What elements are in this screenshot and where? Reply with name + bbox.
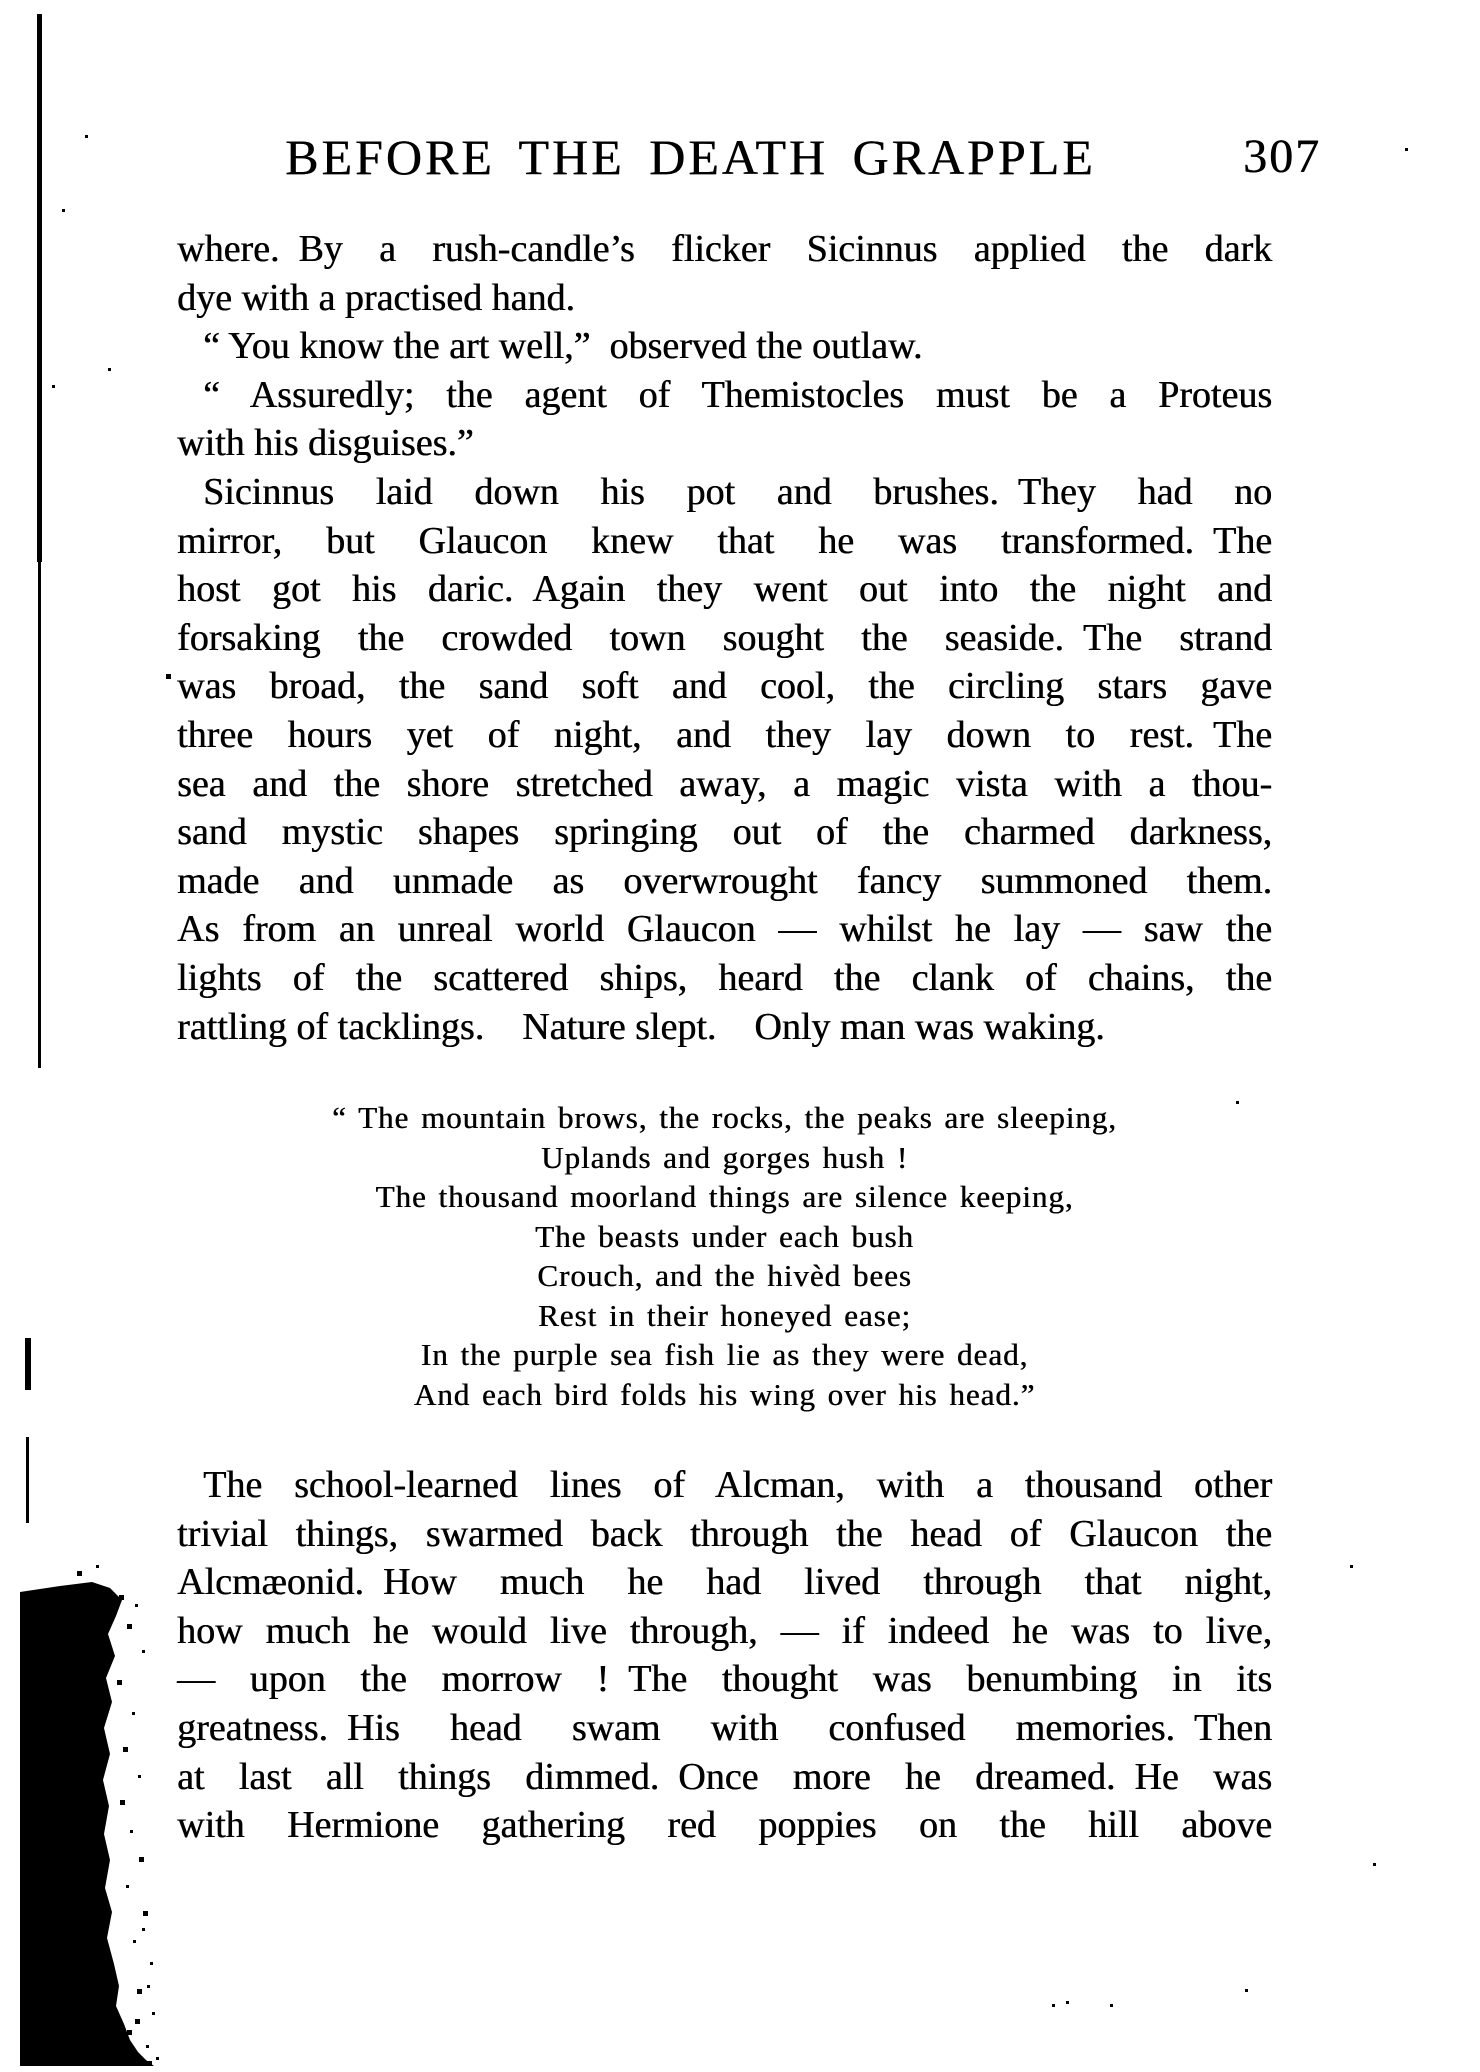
scan-margin-mark-artifact (26, 1437, 29, 1523)
text-line: host got his daric. Again they went out into the night and (177, 568, 1272, 611)
text-line: sea and the shore stretched away, a magic vista with a thou- (177, 762, 1272, 805)
text-line: rattling of tacklings. Nature slept. Only man was waking. (177, 1005, 1105, 1048)
text-line: trivial things, swarmed back through the head of Glaucon the (177, 1512, 1272, 1555)
text-line: made and unmade as overwrought fancy summoned them. (177, 859, 1272, 902)
running-header-title: BEFORE THE DEATH GRAPPLE (285, 129, 1096, 185)
scan-margin-mark-artifact (25, 1338, 31, 1390)
scan-gutter-line-artifact (38, 560, 41, 1068)
text-line: where. By a rush-candle’s flicker Sicinnus applied the dark (177, 228, 1272, 270)
scan-speckle-noise (0, 0, 3, 3)
scan-ink-blot-artifact (20, 1582, 162, 2066)
text-line: “ Assuredly; the agent of Themistocles must be a Proteus (203, 373, 1272, 416)
text-line: with Hermione gathering red poppies on the hill above (177, 1804, 1272, 1847)
text-line: Alcmæonid. How much he had lived through that night, (177, 1561, 1272, 1604)
poem-line: Crouch, and the hivèd bees (537, 1258, 912, 1293)
text-line: three hours yet of night, and they lay down to rest. The (177, 713, 1272, 756)
closing-paragraph-block (177, 1461, 1272, 1850)
poem-line: And each bird folds his wing over his head.” (413, 1376, 1036, 1412)
text-line: — upon the morrow ! The thought was benumbing in its (177, 1658, 1272, 1701)
body-text-block (177, 225, 1272, 1051)
poem-line: Uplands and gorges hush ! (540, 1139, 909, 1175)
text-line: how much he would live through, — if indeed he was to live, (177, 1609, 1272, 1652)
poem-line: The beasts under each bush (535, 1218, 914, 1254)
scan-gutter-line-artifact (37, 14, 42, 562)
text-line: mirror, but Glaucon knew that he was transformed. The (177, 519, 1272, 562)
text-line: with his disguises.” (177, 422, 474, 465)
text-line: lights of the scattered ships, heard the clank of chains, the (177, 956, 1272, 999)
poem-block (177, 1098, 1272, 1414)
poem-line: Rest in their honeyed ease; (537, 1297, 911, 1333)
text-line: “ You know the art well,” observed the outlaw. (203, 325, 923, 368)
text-line: greatness. His head swam with confused memories. Then (177, 1706, 1272, 1749)
poem-line: The thousand moorland things are silence keeping, (375, 1179, 1074, 1214)
text-line: Sicinnus laid down his pot and brushes. They had no (203, 470, 1272, 513)
poem-line: “ The mountain brows, the rocks, the peaks are sleeping, (332, 1100, 1117, 1135)
poem-line: In the purple sea fish lie as they were dead, (420, 1337, 1029, 1372)
text-line: at last all things dimmed. Once more he dreamed. He was (177, 1755, 1272, 1798)
text-line: forsaking the crowded town sought the seaside. The strand (177, 616, 1272, 659)
text-line: was broad, the sand soft and cool, the circling stars gave (177, 665, 1272, 708)
text-line: sand mystic shapes springing out of the charmed darkness, (177, 811, 1272, 854)
page-number: 307 (1243, 130, 1321, 183)
text-line: dye with a practised hand. (177, 276, 575, 319)
text-line: As from an unreal world Glaucon — whilst he lay — saw the (177, 908, 1272, 951)
text-line: The school-learned lines of Alcman, with a thousand other (203, 1464, 1272, 1506)
